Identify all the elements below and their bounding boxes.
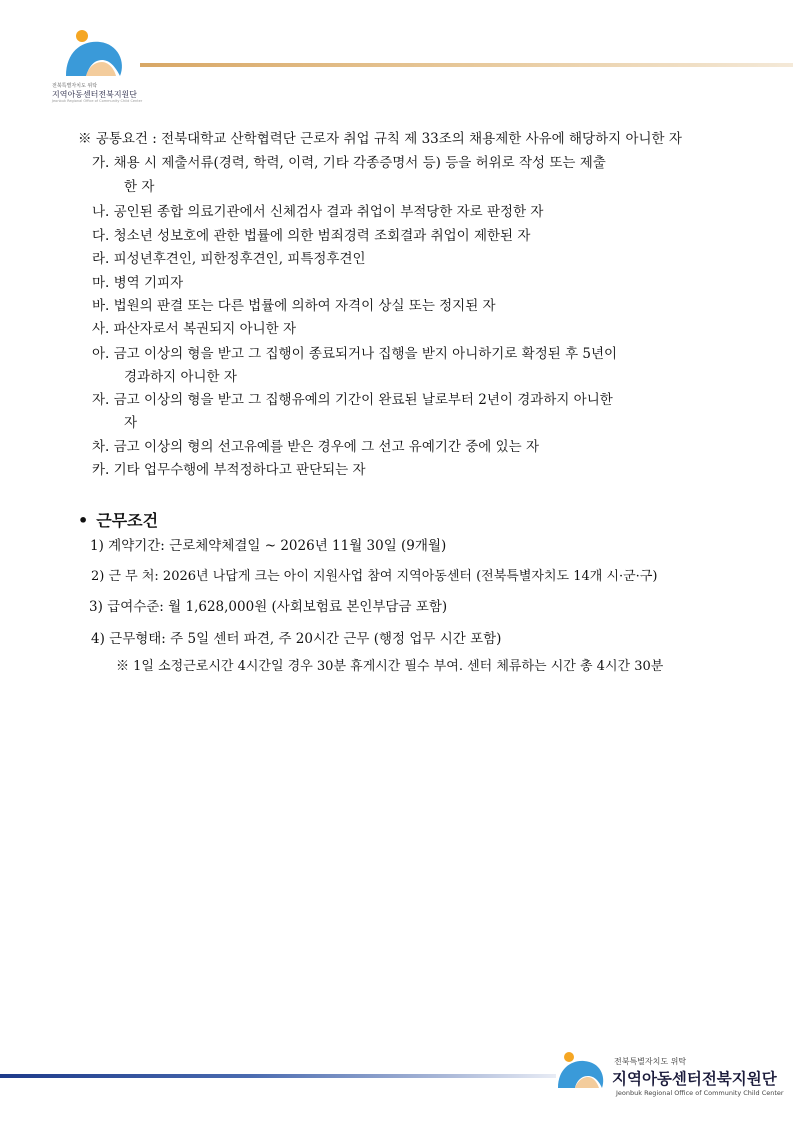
requirement-item: 자. 금고 이상의 형을 받고 그 집행유예의 기간이 완료된 날로부터 2년이 경과하지 아니한 <box>92 392 613 408</box>
requirement-item: 가. 채용 시 제출서류(경력, 학력, 이력, 기타 각종증명서 등) 등을 허위로 작성 또는 제출 <box>92 155 606 171</box>
condition-item: 3) 급여수준: 월 1,628,000원 (사회보험료 본인부담금 포함) <box>89 599 448 615</box>
footer-logo-caption: 전북특별자치도 위탁 <box>614 1057 687 1066</box>
requirement-item: 바. 법원의 판결 또는 다른 법률에 의하여 자격이 상실 또는 정지된 자 <box>92 298 496 314</box>
header-rule <box>140 63 793 67</box>
requirement-item: 마. 병역 기피자 <box>92 275 184 291</box>
conditions-heading-text: 근무조건 <box>96 511 159 530</box>
requirement-item: 라. 피성년후견인, 피한정후견인, 피특정후견인 <box>92 251 366 267</box>
requirement-item: 카. 기타 업무수행에 부적정하다고 판단되는 자 <box>92 462 366 478</box>
header-logo-english: Jeonbuk Regional Office of Community Child Center <box>52 99 143 103</box>
center-logo-icon <box>556 1050 608 1092</box>
requirement-item-continued: 자 <box>124 415 138 431</box>
requirement-item: 사. 파산자로서 복권되지 아니한 자 <box>92 321 297 337</box>
footer-logo <box>556 1050 793 1110</box>
requirement-item: 다. 청소년 성보호에 관한 법률에 의한 범죄경력 조회결과 취업이 제한된 자 <box>92 228 531 244</box>
condition-item: 1) 계약기간: 근로체약체결일 ~ 2026년 11월 30일 (9개월) <box>90 538 447 554</box>
footer-rule <box>0 1074 556 1078</box>
header-logo-title: 지역아동센터전북지원단 <box>52 90 138 99</box>
bullet-icon: • <box>78 511 89 530</box>
condition-item: 2) 근 무 처: 2026년 나답게 크는 아이 지원사업 참여 지역아동센터 (전북특별자치도 14개 시·군·구) <box>91 569 658 584</box>
requirement-item: 나. 공인된 종합 의료기관에서 신체검사 결과 취업이 부적당한 자로 판정한 자 <box>92 204 544 220</box>
condition-item: 4) 근무형태: 주 5일 센터 파견, 주 20시간 근무 (행정 업무 시간 포함) <box>91 631 502 647</box>
requirement-item: 차. 금고 이상의 형의 선고유예를 받은 경우에 그 선고 유예기간 중에 있는 자 <box>92 439 540 455</box>
footer-logo-title: 지역아동센터전북지원단 <box>612 1070 777 1088</box>
footer-logo-english: Jeonbuk Regional Office of Community Child Center <box>616 1089 784 1097</box>
center-logo-icon <box>62 28 128 84</box>
conditions-heading <box>78 508 158 531</box>
requirements-intro: ※ 공통요건 : 전북대학교 산학협력단 근로자 취업 규칙 제 33조의 채용제한 사유에 해당하지 아니한 자 <box>78 131 682 147</box>
requirement-item: 아. 금고 이상의 형을 받고 그 집행이 종료되거나 집행을 받지 아니하기로 확정된 후 5년이 <box>92 346 618 362</box>
condition-note: ※ 1일 소정근로시간 4시간일 경우 30분 휴게시간 필수 부여. 센터 체류하는 시간 총 4시간 30분 <box>116 659 664 674</box>
header-logo <box>52 28 142 106</box>
requirement-item-continued: 경과하지 아니한 자 <box>124 369 237 385</box>
header-logo-caption: 전북특별자치도 위탁 <box>52 83 98 89</box>
requirement-item-continued: 한 자 <box>124 179 155 195</box>
